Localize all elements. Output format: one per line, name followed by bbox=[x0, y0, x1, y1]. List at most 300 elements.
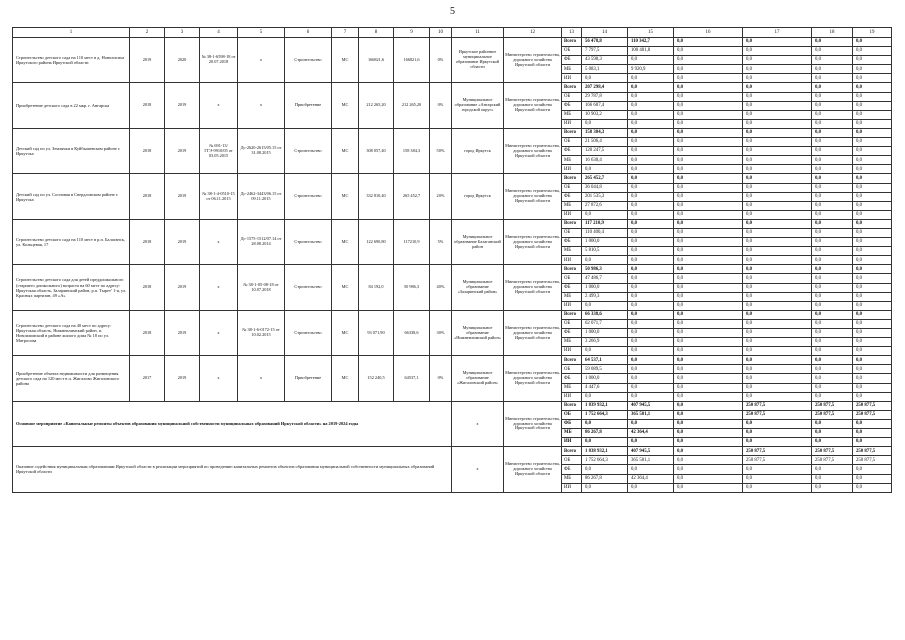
responsible: город Иркутск bbox=[452, 128, 504, 173]
table-row bbox=[13, 265, 892, 274]
funding-source: ОБ bbox=[562, 365, 582, 374]
amount-cell: 0,0 bbox=[812, 329, 853, 338]
amount-cell: 0,0 bbox=[743, 419, 812, 428]
amount-cell: 5 810,5 bbox=[582, 247, 628, 256]
cell-c10: 50% bbox=[430, 128, 452, 173]
cell-c8: 166821,6 bbox=[359, 38, 394, 83]
amount-cell: 0,0 bbox=[674, 310, 743, 319]
amount-cell: 0,0 bbox=[628, 156, 674, 165]
table-row bbox=[13, 83, 892, 92]
funding-source: ИИ bbox=[562, 74, 582, 83]
cell-c6: Строительство bbox=[285, 174, 332, 219]
amount-cell: 0,0 bbox=[628, 138, 674, 147]
amount-cell: 0,0 bbox=[812, 474, 853, 483]
column-number: 4 bbox=[200, 28, 238, 38]
amount-cell: 0,0 bbox=[582, 347, 628, 356]
amount-cell: 0,0 bbox=[674, 301, 743, 310]
amount-cell: 0,0 bbox=[743, 74, 812, 83]
amount-cell: 0,0 bbox=[812, 301, 853, 310]
column-number: 2 bbox=[130, 28, 165, 38]
amount-cell: 0,0 bbox=[674, 256, 743, 265]
column-number: 5 bbox=[238, 28, 285, 38]
header-row bbox=[13, 28, 892, 38]
amount-cell: 250 877,5 bbox=[743, 401, 812, 410]
amount-cell: 0,0 bbox=[853, 365, 892, 374]
amount-cell: 0,0 bbox=[743, 392, 812, 401]
amount-cell: 0,0 bbox=[812, 128, 853, 137]
amount-cell: 0,0 bbox=[853, 74, 892, 83]
cell-c7: МС bbox=[332, 265, 359, 310]
amount-cell: 0,0 bbox=[812, 156, 853, 165]
amount-cell: 0,0 bbox=[853, 292, 892, 301]
amount-cell: 0,0 bbox=[812, 228, 853, 237]
funding-source: ОБ bbox=[562, 92, 582, 101]
funding-source: ФБ bbox=[562, 192, 582, 201]
amount-cell: 0,0 bbox=[743, 265, 812, 274]
amount-cell: 0,0 bbox=[743, 156, 812, 165]
amount-cell: 0,0 bbox=[743, 56, 812, 65]
executor: Министерство строительства, дорожного хозяйства Иркутской области bbox=[504, 310, 562, 355]
amount-cell: 0,0 bbox=[812, 83, 853, 92]
amount-cell: 0,0 bbox=[628, 419, 674, 428]
cell-c6: Приобретение bbox=[285, 356, 332, 401]
amount-cell: 0,0 bbox=[674, 438, 743, 447]
amount-cell: 0,0 bbox=[853, 483, 892, 492]
amount-cell: 3 266,9 bbox=[582, 338, 628, 347]
amount-cell: 47 486,7 bbox=[582, 274, 628, 283]
funding-source: Всего bbox=[562, 128, 582, 137]
column-number: 19 bbox=[853, 28, 892, 38]
page-number: 5 bbox=[450, 6, 455, 17]
amount-cell: 0,0 bbox=[743, 283, 812, 292]
amount-cell: 0,0 bbox=[674, 292, 743, 301]
funding-source: Всего bbox=[562, 174, 582, 183]
cell-c6: Строительство bbox=[285, 219, 332, 264]
amount-cell: 21 506,4 bbox=[582, 138, 628, 147]
amount-cell: 29 787,8 bbox=[582, 92, 628, 101]
amount-cell: 0,0 bbox=[674, 119, 743, 128]
amount-cell: 5 083,1 bbox=[582, 65, 628, 74]
amount-cell: 0,0 bbox=[853, 374, 892, 383]
responsible: Муниципальное образование Балаганский район bbox=[452, 219, 504, 264]
amount-cell: 0,0 bbox=[674, 219, 743, 228]
amount-cell: 0,0 bbox=[812, 110, 853, 119]
amount-cell: 365 581,1 bbox=[628, 410, 674, 419]
amount-cell: 0,0 bbox=[743, 47, 812, 56]
cell-c8: 332 810,40 bbox=[359, 174, 394, 219]
amount-cell: 0,0 bbox=[674, 265, 743, 274]
cell-c8: 84 192,0 bbox=[359, 265, 394, 310]
funding-source: ИИ bbox=[562, 301, 582, 310]
amount-cell: 50 986,3 bbox=[582, 265, 628, 274]
amount-cell: 0,0 bbox=[674, 329, 743, 338]
amount-cell: 0,0 bbox=[674, 365, 743, 374]
cell-y1: 2018 bbox=[130, 174, 165, 219]
funding-source: ИИ bbox=[562, 483, 582, 492]
amount-cell: 0,0 bbox=[812, 438, 853, 447]
amount-cell: 250 877,5 bbox=[853, 456, 892, 465]
amount-cell: 86 267,8 bbox=[582, 429, 628, 438]
amount-cell: 0,0 bbox=[674, 183, 743, 192]
amount-cell: 120 247,5 bbox=[582, 147, 628, 156]
amount-cell: 0,0 bbox=[743, 174, 812, 183]
cell-y1: 2019 bbox=[130, 38, 165, 83]
funding-source: ФБ bbox=[562, 419, 582, 428]
amount-cell: 0,0 bbox=[812, 174, 853, 183]
amount-cell: 0,0 bbox=[743, 301, 812, 310]
amount-cell: 0,0 bbox=[853, 265, 892, 274]
amount-cell: 0,0 bbox=[582, 483, 628, 492]
funding-source: МБ bbox=[562, 65, 582, 74]
responsible: Муниципальное образование «Нижнеилимский район» bbox=[452, 310, 504, 355]
amount-cell: 0,0 bbox=[628, 374, 674, 383]
funding-source: ИИ bbox=[562, 119, 582, 128]
amount-cell: 0,0 bbox=[853, 101, 892, 110]
amount-cell: 0,0 bbox=[628, 256, 674, 265]
amount-cell: 1 752 664,3 bbox=[582, 456, 628, 465]
executor: Министерство строительства, дорожного хозяйства Иркутской области bbox=[504, 128, 562, 173]
amount-cell: 0,0 bbox=[674, 201, 743, 210]
amount-cell: 0,0 bbox=[628, 247, 674, 256]
amount-cell: 0,0 bbox=[812, 56, 853, 65]
column-number: 17 bbox=[743, 28, 812, 38]
executor: Министерство строительства, дорожного хозяйства Иркутской области bbox=[504, 83, 562, 128]
column-number: 8 bbox=[359, 28, 394, 38]
amount-cell: 0,0 bbox=[812, 319, 853, 328]
object-name: Строительство детского сада на 40 мест по адресу: Иркутская область, Нижнеилимский район, п. Новоилимский в районе жилого дома № 18 по ул. Матросова bbox=[13, 310, 130, 355]
amount-cell: 0,0 bbox=[853, 419, 892, 428]
amount-cell: 64 537,1 bbox=[582, 356, 628, 365]
amount-cell: 0,0 bbox=[853, 438, 892, 447]
object-name: Детский сад по ул. Землячки в Куйбышевском районе г. Иркутска bbox=[13, 128, 130, 173]
cell-y2: 2019 bbox=[165, 265, 200, 310]
funding-source: ФБ bbox=[562, 101, 582, 110]
cell-c9: 212 265,20 bbox=[394, 83, 430, 128]
cell-y1: 2018 bbox=[130, 83, 165, 128]
amount-cell: 0,0 bbox=[674, 210, 743, 219]
amount-cell: 0,0 bbox=[853, 119, 892, 128]
amount-cell: 0,0 bbox=[674, 38, 743, 47]
amount-cell: 0,0 bbox=[582, 419, 628, 428]
cell-c5: х bbox=[238, 83, 285, 128]
amount-cell: 0,0 bbox=[812, 238, 853, 247]
cell-c10: 0% bbox=[430, 356, 452, 401]
amount-cell: 0,0 bbox=[743, 247, 812, 256]
amount-cell: 0,0 bbox=[743, 228, 812, 237]
funding-source: ИИ bbox=[562, 347, 582, 356]
amount-cell: 0,0 bbox=[674, 338, 743, 347]
funding-source: МБ bbox=[562, 156, 582, 165]
amount-cell: 0,0 bbox=[743, 210, 812, 219]
cell-c4: х bbox=[200, 265, 238, 310]
funding-source: ФБ bbox=[562, 238, 582, 247]
amount-cell: 0,0 bbox=[812, 365, 853, 374]
amount-cell: 250 877,5 bbox=[743, 456, 812, 465]
cell-c5: Дс-1575-1512/07.14 от 28.08.2014 bbox=[238, 219, 285, 264]
amount-cell: 0,0 bbox=[674, 228, 743, 237]
amount-cell: 201 535,3 bbox=[582, 192, 628, 201]
amount-cell: 42 364,4 bbox=[628, 474, 674, 483]
amount-cell: 0,0 bbox=[853, 429, 892, 438]
amount-cell: 0,0 bbox=[743, 183, 812, 192]
funding-source: ФБ bbox=[562, 56, 582, 65]
amount-cell: 0,0 bbox=[628, 319, 674, 328]
amount-cell: 0,0 bbox=[743, 192, 812, 201]
funding-source: ОБ bbox=[562, 456, 582, 465]
amount-cell: 0,0 bbox=[674, 147, 743, 156]
funding-source: Всего bbox=[562, 83, 582, 92]
cell-c6: Строительство bbox=[285, 38, 332, 83]
amount-cell: 1 838 932,1 bbox=[582, 447, 628, 456]
amount-cell: 1 000,0 bbox=[582, 283, 628, 292]
column-number: 15 bbox=[628, 28, 674, 38]
amount-cell: 0,0 bbox=[628, 174, 674, 183]
amount-cell: 0,0 bbox=[628, 183, 674, 192]
cell-c10: 0% bbox=[430, 83, 452, 128]
amount-cell: 0,0 bbox=[743, 438, 812, 447]
amount-cell: 0,0 bbox=[628, 228, 674, 237]
amount-cell: 166 607,4 bbox=[582, 101, 628, 110]
amount-cell: 0,0 bbox=[674, 374, 743, 383]
amount-cell: 0,0 bbox=[628, 274, 674, 283]
table-row bbox=[13, 447, 892, 456]
amount-cell: 0,0 bbox=[812, 101, 853, 110]
amount-cell: 0,0 bbox=[812, 429, 853, 438]
funding-source: МБ bbox=[562, 247, 582, 256]
amount-cell: 0,0 bbox=[853, 329, 892, 338]
amount-cell: 0,0 bbox=[853, 319, 892, 328]
funding-source: ИИ bbox=[562, 210, 582, 219]
amount-cell: 0,0 bbox=[853, 356, 892, 365]
funding-source: ФБ bbox=[562, 374, 582, 383]
amount-cell: 0,0 bbox=[812, 465, 853, 474]
cell-c10: 30% bbox=[430, 310, 452, 355]
funding-source: Всего bbox=[562, 447, 582, 456]
funding-source: ФБ bbox=[562, 465, 582, 474]
cell-c4: № 691-13/ГГЭ-9910/05 от 03.05.2015 bbox=[200, 128, 238, 173]
column-number: 7 bbox=[332, 28, 359, 38]
amount-cell: 0,0 bbox=[853, 56, 892, 65]
amount-cell: 0,0 bbox=[674, 383, 743, 392]
executor: Министерство строительства, дорожного хозяйства Иркутской области bbox=[504, 356, 562, 401]
amount-cell: 0,0 bbox=[853, 238, 892, 247]
amount-cell: 0,0 bbox=[812, 219, 853, 228]
column-number: 6 bbox=[285, 28, 332, 38]
amount-cell: 0,0 bbox=[674, 465, 743, 474]
amount-cell: 0,0 bbox=[628, 201, 674, 210]
column-number: 18 bbox=[812, 28, 853, 38]
amount-cell: 0,0 bbox=[812, 310, 853, 319]
amount-cell: 0,0 bbox=[674, 419, 743, 428]
funding-source: Всего bbox=[562, 265, 582, 274]
amount-cell: 0,0 bbox=[743, 165, 812, 174]
amount-cell: 0,0 bbox=[628, 147, 674, 156]
object-name: Строительство детского сада на 110 мест в д. Новолисиха Иркутского района Иркутской области bbox=[13, 38, 130, 83]
responsible: город Иркутск bbox=[452, 174, 504, 219]
amount-cell: 66 338,6 bbox=[582, 310, 628, 319]
table-row bbox=[13, 310, 892, 319]
cell-c7: МС bbox=[332, 83, 359, 128]
amount-cell: 0,0 bbox=[628, 483, 674, 492]
funding-source: ИИ bbox=[562, 165, 582, 174]
amount-cell: 0,0 bbox=[628, 192, 674, 201]
amount-cell: 0,0 bbox=[674, 110, 743, 119]
cell-c8: 308 057,40 bbox=[359, 128, 394, 173]
amount-cell: 56 478,8 bbox=[582, 38, 628, 47]
amount-cell: 0,0 bbox=[743, 365, 812, 374]
amount-cell: 250 877,5 bbox=[743, 410, 812, 419]
funding-source: МБ bbox=[562, 338, 582, 347]
amount-cell: 0,0 bbox=[812, 65, 853, 74]
amount-cell: 0,0 bbox=[674, 401, 743, 410]
amount-cell: 0,0 bbox=[628, 365, 674, 374]
amount-cell: 0,0 bbox=[853, 210, 892, 219]
amount-cell: 0,0 bbox=[674, 483, 743, 492]
amount-cell: 0,0 bbox=[812, 92, 853, 101]
amount-cell: 1 000,0 bbox=[582, 238, 628, 247]
amount-cell: 0,0 bbox=[853, 338, 892, 347]
column-number: 16 bbox=[674, 28, 743, 38]
amount-cell: 0,0 bbox=[674, 47, 743, 56]
amount-cell: 0,0 bbox=[812, 247, 853, 256]
amount-cell: 0,0 bbox=[853, 47, 892, 56]
column-number: 11 bbox=[452, 28, 504, 38]
amount-cell: 250 877,5 bbox=[743, 447, 812, 456]
amount-cell: 0,0 bbox=[812, 338, 853, 347]
amount-cell: 0,0 bbox=[812, 147, 853, 156]
amount-cell: 0,0 bbox=[674, 156, 743, 165]
table-row bbox=[13, 174, 892, 183]
amount-cell: 0,0 bbox=[628, 356, 674, 365]
funding-source: МБ bbox=[562, 383, 582, 392]
amount-cell: 0,0 bbox=[628, 56, 674, 65]
amount-cell: 0,0 bbox=[812, 210, 853, 219]
funding-source: ОБ bbox=[562, 410, 582, 419]
funding-source: МБ bbox=[562, 429, 582, 438]
amount-cell: 0,0 bbox=[628, 210, 674, 219]
cell-c9: 50 986,3 bbox=[394, 265, 430, 310]
amount-cell: 0,0 bbox=[812, 192, 853, 201]
amount-cell: 0,0 bbox=[853, 310, 892, 319]
amount-cell: 0,0 bbox=[853, 256, 892, 265]
table-row bbox=[13, 401, 892, 410]
table-row bbox=[13, 38, 892, 47]
amount-cell: 16 630,4 bbox=[582, 156, 628, 165]
funding-source: МБ bbox=[562, 201, 582, 210]
object-name: Строительство детского сада для детей преддошкольного (старшего дошкольного) возраста на 60 мест по адресу: Иркутская область, Заларинский район, р.п. Тырет’ 1-я, ул. Красных партизан, 49 «А» bbox=[13, 265, 130, 310]
amount-cell: 110 342,7 bbox=[628, 38, 674, 47]
amount-cell: 100 401,8 bbox=[628, 47, 674, 56]
responsible: х bbox=[452, 401, 504, 446]
amount-cell: 0,0 bbox=[853, 165, 892, 174]
amount-cell: 0,0 bbox=[743, 128, 812, 137]
amount-cell: 0,0 bbox=[582, 256, 628, 265]
funding-source: ФБ bbox=[562, 283, 582, 292]
amount-cell: 0,0 bbox=[628, 338, 674, 347]
funding-source: Всего bbox=[562, 38, 582, 47]
funding-source: ОБ bbox=[562, 274, 582, 283]
column-number: 10 bbox=[430, 28, 452, 38]
amount-cell: 365 581,1 bbox=[628, 456, 674, 465]
amount-cell: 0,0 bbox=[853, 138, 892, 147]
amount-cell: 0,0 bbox=[628, 292, 674, 301]
amount-cell: 1 839 932,1 bbox=[582, 401, 628, 410]
amount-cell: 7 797,5 bbox=[582, 47, 628, 56]
executor: Министерство строительства, дорожного хозяйства Иркутской области bbox=[504, 265, 562, 310]
amount-cell: 0,0 bbox=[582, 438, 628, 447]
amount-cell: 0,0 bbox=[743, 383, 812, 392]
amount-cell: 0,0 bbox=[743, 219, 812, 228]
amount-cell: 0,0 bbox=[628, 301, 674, 310]
amount-cell: 0,0 bbox=[743, 38, 812, 47]
amount-cell: 0,0 bbox=[674, 274, 743, 283]
amount-cell: 0,0 bbox=[853, 174, 892, 183]
object-name: Приобретение объекта недвижимости для размещения детского сада на 120 мест в п. Жигалово Жигаловского района bbox=[13, 356, 130, 401]
amount-cell: 0,0 bbox=[674, 447, 743, 456]
cell-c8: 93 071,90 bbox=[359, 310, 394, 355]
amount-cell: 0,0 bbox=[743, 201, 812, 210]
amount-cell: 9 920,9 bbox=[628, 65, 674, 74]
amount-cell: 0,0 bbox=[628, 128, 674, 137]
amount-cell: 0,0 bbox=[853, 228, 892, 237]
cell-c10: 20% bbox=[430, 174, 452, 219]
amount-cell: 0,0 bbox=[743, 147, 812, 156]
amount-cell: 0,0 bbox=[582, 301, 628, 310]
cell-c4: х bbox=[200, 356, 238, 401]
cell-c8: 212 265,20 bbox=[359, 83, 394, 128]
amount-cell: 250 877,5 bbox=[812, 456, 853, 465]
cell-c6: Строительство bbox=[285, 128, 332, 173]
amount-cell: 0,0 bbox=[853, 147, 892, 156]
object-name: Детский сад по ул. Сосновая в Свердловском районе г. Иркутска bbox=[13, 174, 130, 219]
cell-c9: 158 384,3 bbox=[394, 128, 430, 173]
cell-y1: 2018 bbox=[130, 265, 165, 310]
amount-cell: 0,0 bbox=[812, 138, 853, 147]
amount-cell: 2 499,3 bbox=[582, 292, 628, 301]
amount-cell: 0,0 bbox=[743, 465, 812, 474]
amount-cell: 43 598,3 bbox=[582, 56, 628, 65]
amount-cell: 0,0 bbox=[853, 128, 892, 137]
amount-cell: 0,0 bbox=[812, 201, 853, 210]
amount-cell: 0,0 bbox=[743, 101, 812, 110]
cell-c4: х bbox=[200, 310, 238, 355]
cell-c4: х bbox=[200, 219, 238, 264]
table-row bbox=[13, 128, 892, 137]
amount-cell: 250 877,5 bbox=[812, 410, 853, 419]
cell-c9: 166821,6 bbox=[394, 38, 430, 83]
amount-cell: 0,0 bbox=[743, 110, 812, 119]
amount-cell: 407 945,5 bbox=[628, 401, 674, 410]
budget-table bbox=[12, 27, 892, 493]
cell-c5: х bbox=[238, 38, 285, 83]
table-row bbox=[13, 219, 892, 228]
column-number: 1 bbox=[13, 28, 130, 38]
amount-cell: 0,0 bbox=[743, 429, 812, 438]
funding-source: Всего bbox=[562, 401, 582, 410]
funding-source: ИИ bbox=[562, 438, 582, 447]
amount-cell: 0,0 bbox=[853, 347, 892, 356]
amount-cell: 207 298,4 bbox=[582, 83, 628, 92]
amount-cell: 0,0 bbox=[582, 465, 628, 474]
amount-cell: 0,0 bbox=[743, 310, 812, 319]
cell-c10: 5% bbox=[430, 219, 452, 264]
summary-name: Основное мероприятие «Капитальные ремонты объектов образования муниципальной собственности муниципальных образований Иркутской области» на 2019-2024 годы bbox=[13, 401, 452, 446]
cell-c5: № 38-1-05-08-18 от 10.07.2018 bbox=[238, 265, 285, 310]
amount-cell: 0,0 bbox=[674, 138, 743, 147]
amount-cell: 42 364,4 bbox=[628, 429, 674, 438]
cell-c4: № 38-1-6598-18 от 20.07.2018 bbox=[200, 38, 238, 83]
amount-cell: 0,0 bbox=[582, 392, 628, 401]
